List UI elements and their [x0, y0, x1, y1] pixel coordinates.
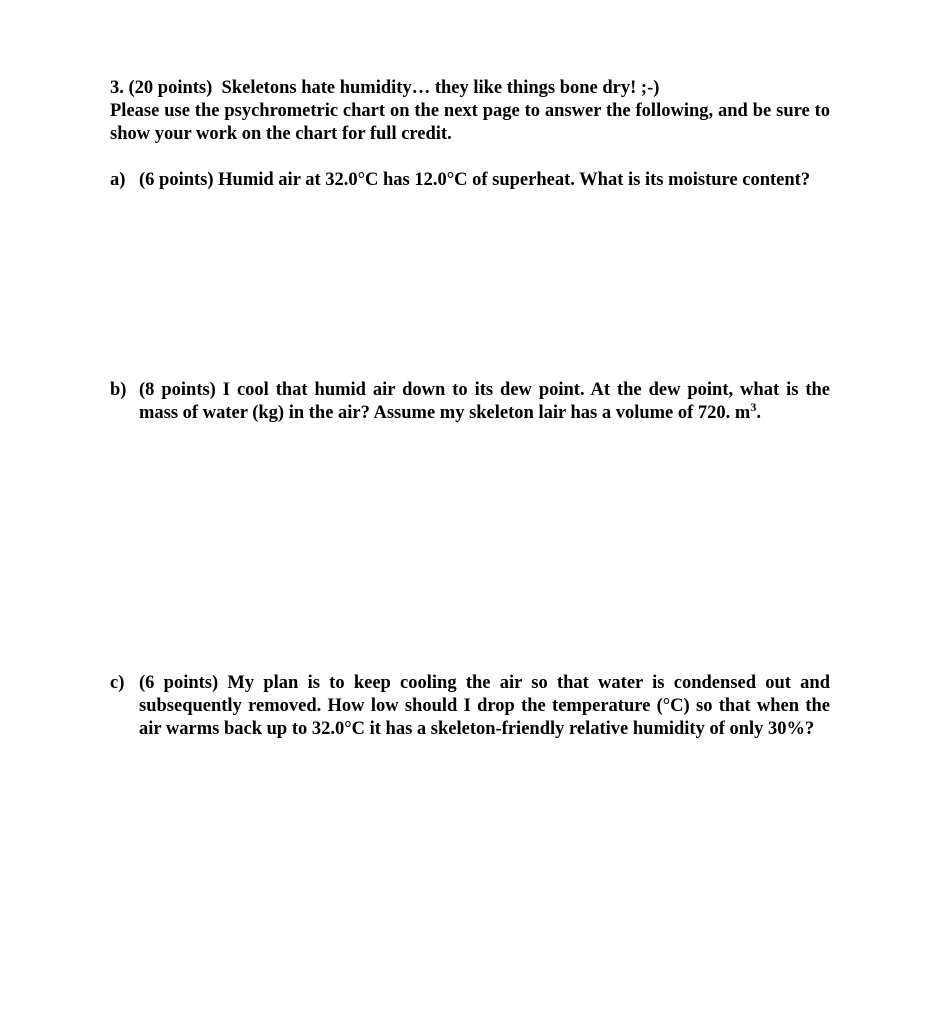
part-b — [110, 379, 830, 425]
part-a-label: a) — [110, 170, 126, 190]
part-c-label: c) — [110, 673, 125, 693]
question-page — [110, 77, 830, 741]
part-c-points: (6 points) — [139, 673, 219, 693]
question-instructions: Please use the psychrometric chart on the next page to answer the following, and be sure to show your work on the chart for full credit. — [110, 101, 830, 144]
part-a-points: (6 points) — [139, 170, 214, 190]
part-b-label: b) — [110, 380, 127, 400]
part-a — [110, 169, 830, 192]
question-title: Skeletons hate humidity… they like things bone dry! ;-) — [221, 78, 660, 98]
question-number: 3. — [110, 78, 124, 98]
part-c — [110, 672, 830, 741]
part-b-text: I cool that humid air down to its dew point. At the dew point, what is the mass of water (kg) in the air? Assume my skeleton lair has a volume of 720. m — [139, 380, 831, 423]
question-header — [110, 77, 830, 100]
part-c-text: My plan is to keep cooling the air so that water is condensed out and subsequently removed. How low should I drop the temperature (°C) so that when the air warms back up to 32.0°C it has a skeleton-friendly relative humidity of only 30%? — [139, 673, 830, 739]
part-b-unit-superscript: 3 — [750, 400, 757, 414]
part-b-points: (8 points) — [139, 380, 216, 400]
part-b-text-end: . — [756, 403, 761, 423]
part-a-text: Humid air at 32.0°C has 12.0°C of superheat. What is its moisture content? — [218, 170, 811, 190]
question-points: (20 points) — [128, 78, 213, 98]
